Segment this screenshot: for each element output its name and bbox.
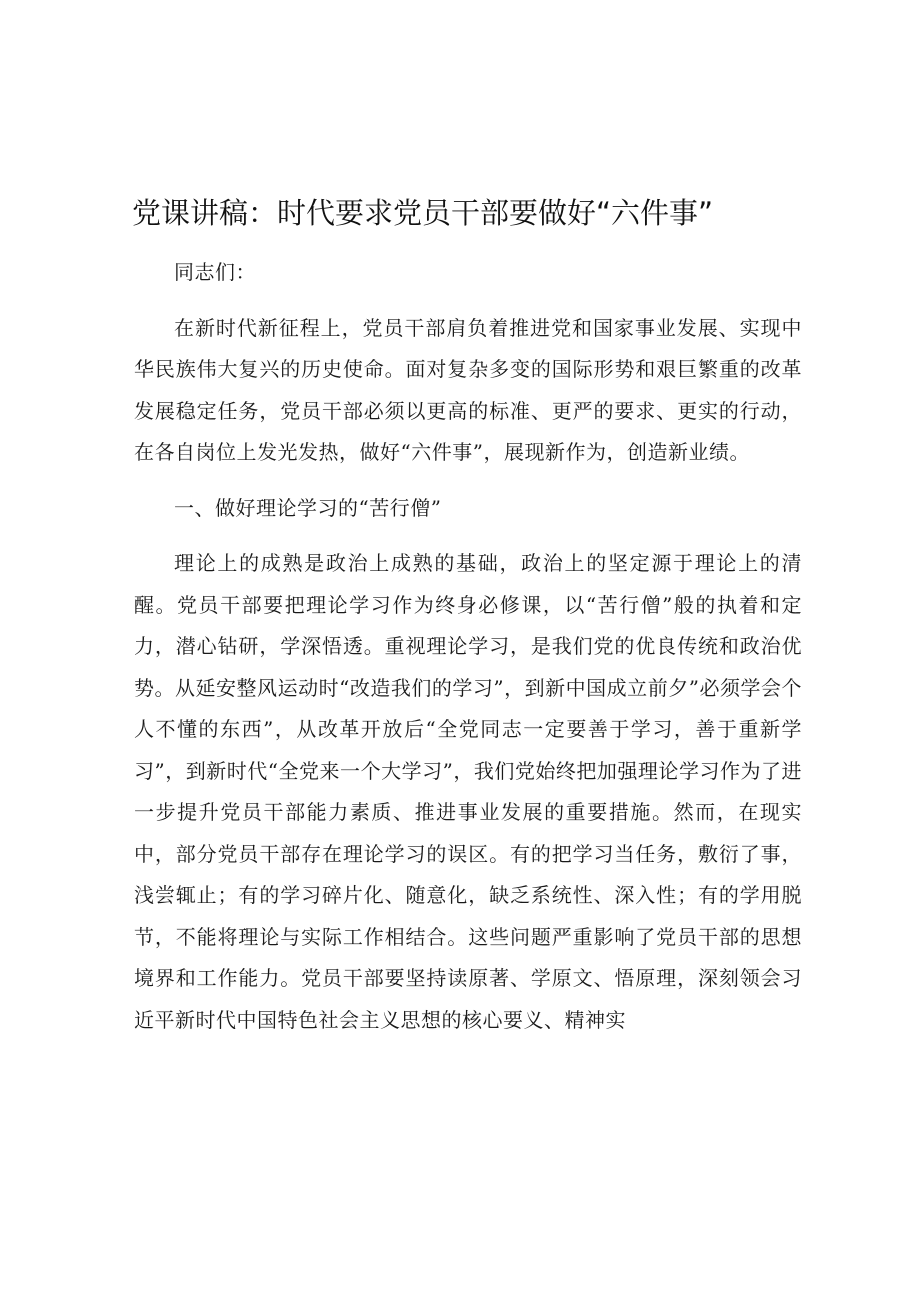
- document-title: 党课讲稿：时代要求党员干部要做好“六件事”: [132, 196, 714, 231]
- intro-paragraph: 在新时代新征程上，党员干部肩负着推进党和国家事业发展、实现中华民族伟大复兴的历史使命。面对复杂多变的国际形势和艰巨繁重的改革发展稳定任务，党员干部必须以更高的标准、更严的要求、更实的行动，在各自岗位上发光发热，做好“六件事”，展现新作为，创造新业绩。: [134, 315, 802, 464]
- section-1-paragraph: 理论上的成熟是政治上成熟的基础，政治上的坚定源于理论上的清醒。党员干部要把理论学习作为终身必修课，以“苦行僧”般的执着和定力，潜心钻研，学深悟透。重视理论学习，是我们党的优良传统和政治优势。从延安整风运动时“改造我们的学习”，到新中国成立前夕”必须学会个人不懂的东西”，从改革开放后“全党同志一定要善于学习，善于重新学习”，到新时代“全党来一个大学习”，我们党始终把加强理论学习作为了进一步提升党员干部能力素质、推进事业发展的重要措施。然而，在现实中，部分党员干部存在理论学习的误区。有的把学习当任务，敷衍了事，浅尝辄止；有的学习碎片化、随意化，缺乏系统性、深入性；有的学用脱节，不能将理论与实际工作相结合。这些问题严重影响了党员干部的思想境界和工作能力。党员干部要坚持读原著、学原文、悟原理，深刻领会习近平新时代中国特色社会主义思想的核心要义、精神实: [134, 551, 802, 1032]
- greeting: 同志们：: [174, 260, 256, 284]
- section-heading-1: 一、做好理论学习的“苦行僧”: [174, 495, 442, 520]
- document-body: [134, 252, 802, 1041]
